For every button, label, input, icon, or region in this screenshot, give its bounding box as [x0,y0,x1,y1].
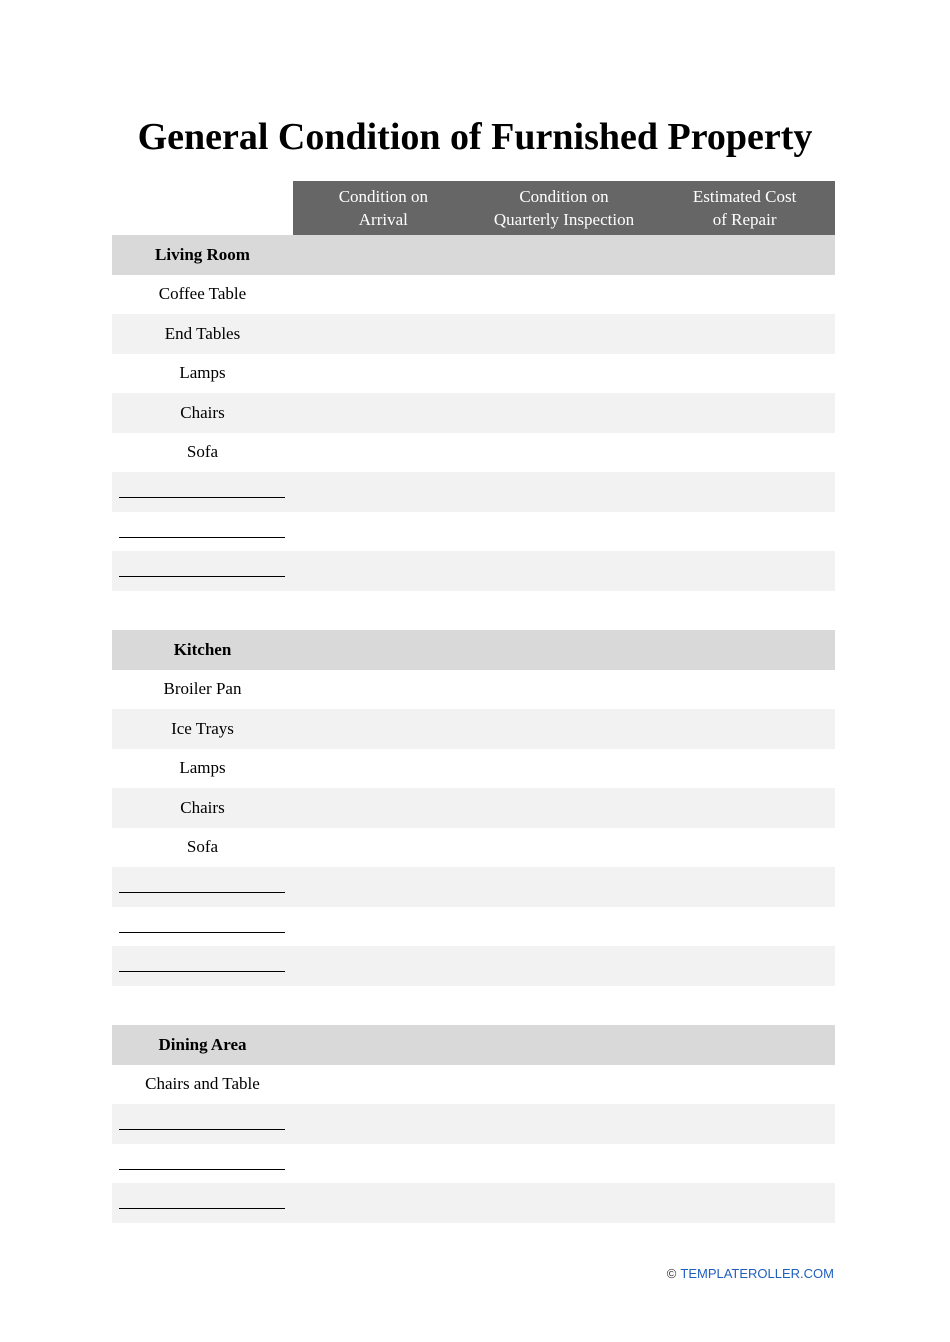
table-row [112,749,835,789]
blank-row[interactable] [112,867,835,907]
item-label: End Tables [164,323,241,343]
blank-item-line[interactable] [119,537,285,538]
item-label: Coffee Table [158,284,247,304]
footer-site-link[interactable]: TEMPLATEROLLER.COM [680,1266,834,1281]
blank-item-line[interactable] [119,1208,285,1209]
column-header-row [112,181,835,235]
item-label: Sofa [186,442,219,462]
blank-item-line[interactable] [119,497,285,498]
item-label: Lamps [179,363,226,383]
table-row [112,709,835,749]
blank-row[interactable] [112,551,835,591]
item-label: Chairs [180,402,225,422]
blank-row[interactable] [112,472,835,512]
blank-row[interactable] [112,1144,835,1184]
footer-credit[interactable] [667,1266,834,1281]
blank-item-line[interactable] [119,576,285,577]
item-label: Ice Trays [171,718,234,738]
section-header-row [112,235,835,275]
blank-row[interactable] [112,1104,835,1144]
table-row [112,670,835,710]
section-title: Living Room [155,244,250,264]
section-gap [112,591,835,631]
blank-item-line[interactable] [119,892,285,893]
blank-item-line[interactable] [119,1169,285,1170]
section-title: Dining Area [158,1034,247,1054]
condition-table [112,181,835,1223]
blank-item-line[interactable] [119,971,285,972]
section-header-row [112,630,835,670]
section-gap [112,986,835,1026]
column-header-spacer [112,181,293,235]
table-row [112,354,835,394]
blank-row[interactable] [112,907,835,947]
column-header-label: Condition on Quarterly Inspection [493,187,635,229]
table-row [112,788,835,828]
item-label: Chairs [180,797,225,817]
section-header-row [112,1025,835,1065]
table-row [112,828,835,868]
copyright-symbol: © [666,1266,677,1281]
table-row [112,314,835,354]
item-label: Chairs and Table [145,1074,260,1094]
item-label: Lamps [179,758,226,778]
blank-row[interactable] [112,512,835,552]
column-header-quarterly [474,181,655,235]
blank-item-line[interactable] [119,1129,285,1130]
blank-row[interactable] [112,946,835,986]
table-row [112,433,835,473]
table-row [112,1065,835,1105]
item-label: Sofa [186,837,219,857]
section-title: Kitchen [173,639,232,659]
column-header-repair-cost [654,181,835,235]
item-label: Broiler Pan [163,679,242,699]
table-row [112,393,835,433]
column-header-arrival [293,181,474,235]
page-title: General Condition of Furnished Property [137,116,813,158]
column-header-label: Condition on Arrival [338,187,428,229]
column-header-label: Estimated Cost of Repair [692,187,797,229]
blank-row[interactable] [112,1183,835,1223]
table-row [112,275,835,315]
table-body [112,235,835,1223]
blank-item-line[interactable] [119,932,285,933]
